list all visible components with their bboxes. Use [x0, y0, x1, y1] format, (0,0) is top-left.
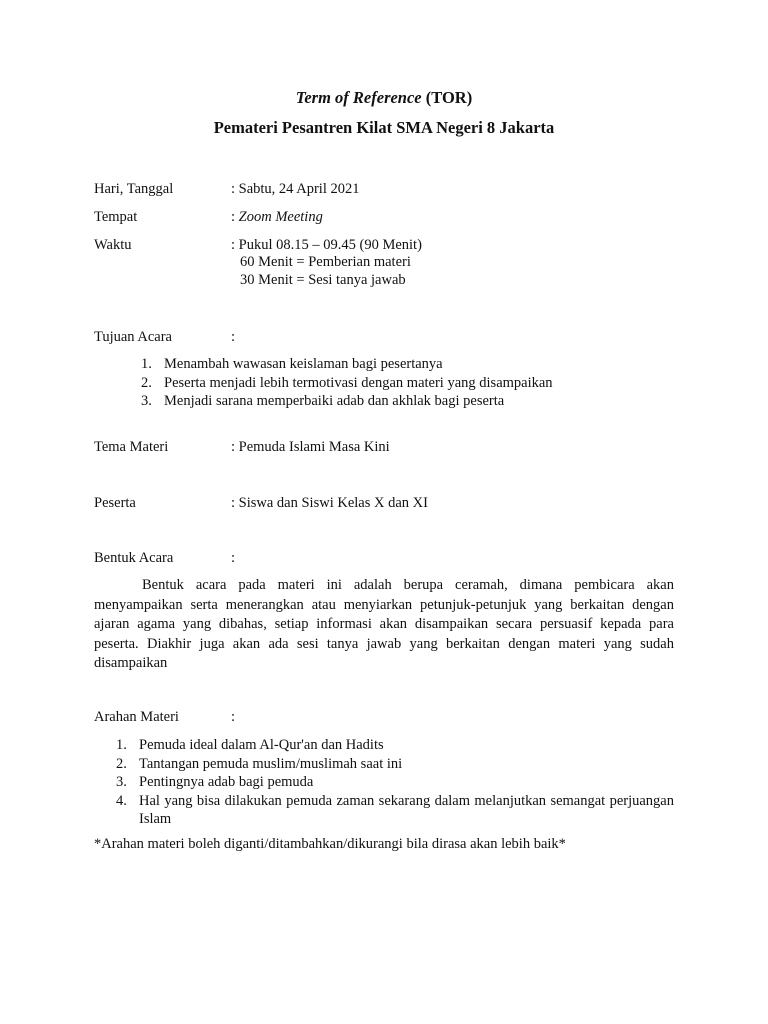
arahan-label: Arahan Materi — [94, 709, 179, 725]
peserta-value: : Siswa dan Siswi Kelas X dan XI — [231, 495, 428, 511]
bentuk-paragraph: Bentuk acara pada materi ini adalah berupa ceramah, dimana pembicara akan menyampaikan serta menerangkan atau menyiarkan petunjuk-petunjuk yang berkaitan dengan ajaran agama yang dibahas, setiap informasi akan disampaikan secara persuasif kepada para peserta. Diakhir juga akan ada sesi tanya jawab yang berkaitan dengan materi yang sudah disampaikan — [94, 577, 674, 671]
arahan-list — [116, 736, 674, 829]
list-item: 1. Menambah wawasan keislaman bagi pesertanya — [141, 356, 443, 372]
list-item: 3. Menjadi sarana memperbaiki adab dan akhlak bagi peserta — [141, 393, 505, 409]
waktu-label: Waktu — [94, 237, 132, 253]
document-subtitle: Pemateri Pesantren Kilat SMA Negeri 8 Jakarta — [213, 118, 555, 137]
peserta-label: Peserta — [94, 495, 136, 511]
title-suffix: (TOR) — [421, 88, 473, 107]
list-item: 1. Pemuda ideal dalam Al-Qur'an dan Hadits — [116, 737, 384, 753]
arahan-note: *Arahan materi boleh diganti/ditambahkan/dikurangi bila dirasa akan lebih baik* — [94, 836, 566, 852]
tujuan-colon: : — [231, 329, 236, 345]
tema-value: : Pemuda Islami Masa Kini — [231, 439, 390, 455]
hari-value: : Sabtu, 24 April 2021 — [231, 181, 360, 197]
tempat-value-wrap — [231, 208, 323, 226]
list-item: 4. Hal yang bisa dilakukan pemuda zaman sekarang dalam melanjutkan semangat perjuangan Islam — [116, 792, 674, 827]
list-item: 2. Tantangan pemuda muslim/muslimah saat ini — [116, 755, 403, 772]
title-italic: Term of Reference — [295, 88, 422, 107]
bentuk-label: Bentuk Acara — [94, 550, 174, 566]
list-item: 3. Pentingnya adab bagi pemuda — [116, 774, 314, 790]
tema-label: Tema Materi — [94, 439, 169, 455]
waktu-value: : Pukul 08.15 – 09.45 (90 Menit) — [231, 237, 422, 253]
tujuan-list — [141, 355, 681, 411]
tempat-value: Zoom Meeting — [238, 209, 323, 225]
waktu-sub-1: 60 Menit = Pemberian materi — [240, 254, 411, 270]
document-title — [0, 88, 768, 108]
list-item: 2. Peserta menjadi lebih termotivasi dengan materi yang disampaikan — [141, 374, 553, 391]
hari-label: Hari, Tanggal — [94, 181, 174, 197]
arahan-colon: : — [231, 709, 236, 725]
tempat-colon: : — [231, 209, 239, 225]
waktu-sub-2: 30 Menit = Sesi tanya jawab — [240, 272, 406, 288]
bentuk-colon: : — [231, 550, 236, 566]
tujuan-label: Tujuan Acara — [94, 329, 172, 345]
tempat-label: Tempat — [94, 209, 138, 225]
